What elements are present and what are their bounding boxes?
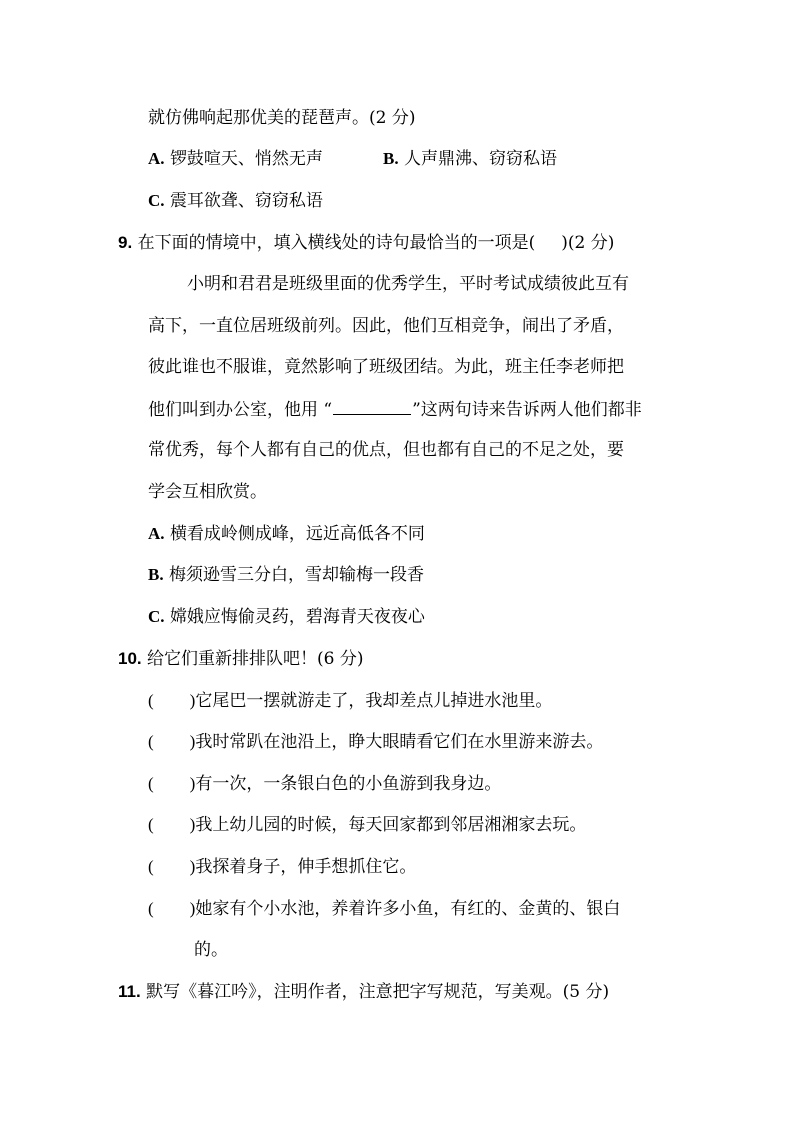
order-paren-open[interactable]: (: [148, 815, 154, 834]
order-paren-close[interactable]: ): [189, 815, 196, 834]
option-letter: B.: [383, 149, 399, 168]
passage-line: 小明和君君是班级里面的优秀学生，平时考试成绩彼此互有: [187, 274, 629, 294]
option-letter: C.: [148, 191, 165, 210]
ordering-item: [148, 898, 620, 920]
order-paren-open[interactable]: (: [148, 732, 154, 751]
order-paren-open[interactable]: (: [148, 857, 154, 876]
q9-stem: [118, 232, 614, 254]
order-paren-open[interactable]: (: [148, 774, 154, 793]
order-paren-open[interactable]: (: [148, 691, 154, 710]
ordering-item: [148, 856, 416, 878]
order-paren-close[interactable]: ): [189, 899, 196, 918]
order-paren-open[interactable]: (: [148, 899, 154, 918]
passage-line: 高下，一直位居班级前列。因此，他们互相竞争，闹出了矛盾，: [148, 316, 624, 336]
q9-option-a: [148, 523, 425, 545]
order-paren-close[interactable]: ): [189, 691, 196, 710]
option-letter: A.: [148, 524, 165, 543]
q8-option-b: [383, 148, 557, 170]
option-letter: C.: [148, 607, 165, 626]
order-paren-close[interactable]: ): [189, 732, 196, 751]
item-text: 我上幼儿园的时候，每天回家都到邻居湘湘家去玩。: [195, 815, 587, 835]
option-text: 梅须逊雪三分白，雪却输梅一段香: [169, 565, 424, 585]
ordering-item: [148, 690, 552, 712]
question-score: )(2 分): [561, 233, 615, 253]
passage-line: 彼此谁也不服谁，竟然影响了班级团结。为此，班主任李老师把: [148, 357, 624, 377]
order-paren-close[interactable]: ): [189, 774, 196, 793]
q9-option-b: [148, 564, 424, 586]
passage-line-with-blank: [148, 398, 642, 421]
item-text: 有一次，一条银白色的小鱼游到我身边。: [195, 774, 502, 794]
option-text: 锣鼓喧天、悄然无声: [169, 149, 323, 169]
order-paren-close[interactable]: ): [189, 857, 196, 876]
question-text: 在下面的情境中，填入横线处的诗句最恰当的一项是(: [137, 233, 536, 253]
item-text: 我时常趴在池沿上，睁大眼睛看它们在水里游来游去。: [195, 732, 604, 752]
question-number: 11.: [118, 982, 141, 1001]
question-text: 给它们重新排排队吧！(6 分): [147, 649, 364, 669]
question-number: 10.: [118, 649, 142, 668]
q10-stem: [118, 648, 364, 670]
option-text: 震耳欲聋、窃窃私语: [169, 191, 323, 211]
ordering-item: [148, 814, 586, 836]
passage-line: 常优秀，每个人都有自己的优点，但也都有自己的不足之处，要: [148, 440, 624, 460]
question-text: 默写《暮江吟》，注明作者，注意把字写规范，写美观。(5 分): [146, 982, 610, 1002]
fill-blank-line[interactable]: [333, 398, 411, 415]
option-text: 嫦娥应悔偷灵药，碧海青天夜夜心: [169, 607, 425, 627]
item-text: 她家有个小水池，养着许多小鱼，有红的、金黄的、银白: [195, 899, 621, 919]
q8-option-c: [148, 190, 323, 212]
q8-stem-continuation: 就仿佛响起那优美的琵琶声。(2 分): [148, 108, 416, 128]
item-text: 我探着身子，伸手想抓住它。: [195, 857, 417, 877]
ordering-item: [148, 773, 501, 795]
question-number: 9.: [118, 233, 133, 252]
option-text: 人声鼎沸、窃窃私语: [404, 149, 557, 169]
q8-option-a: [148, 148, 323, 170]
passage-line: 学会互相欣赏。: [148, 482, 267, 502]
q9-option-c: [148, 606, 425, 628]
option-text: 横看成岭侧成峰，远近高低各不同: [169, 524, 425, 544]
option-letter: A.: [148, 149, 165, 168]
ordering-item: [148, 731, 603, 753]
passage-text: ”这两句诗来告诉两人他们都非: [412, 400, 642, 420]
q11-stem: [118, 981, 609, 1003]
passage-text: 他们叫到办公室，他用 “: [148, 400, 333, 420]
ordering-item-wrap: 的。: [194, 940, 228, 960]
option-letter: B.: [148, 565, 164, 584]
item-text: 它尾巴一摆就游走了，我却差点儿掉进水池里。: [195, 691, 553, 711]
